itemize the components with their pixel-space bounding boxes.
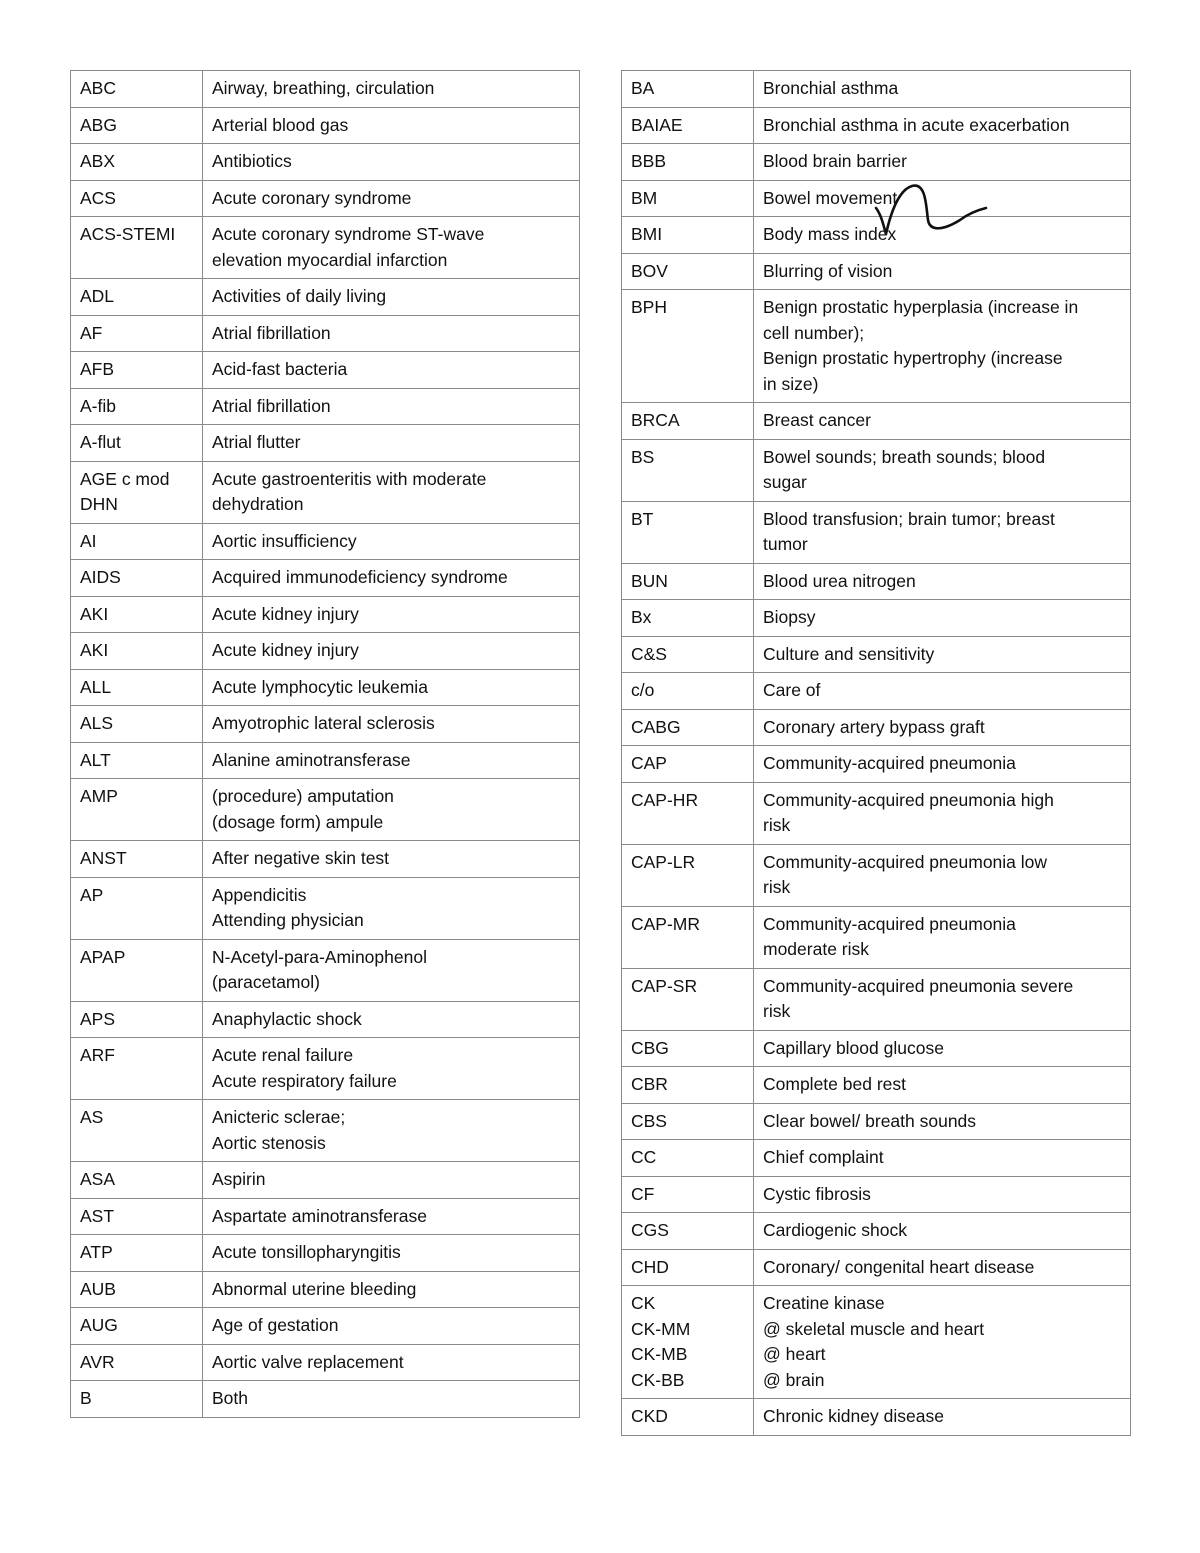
table-row <box>71 841 580 878</box>
table-row <box>622 1249 1131 1286</box>
table-row <box>71 388 580 425</box>
meaning-cell: Aortic valve replacement <box>203 1344 580 1381</box>
abbreviation-cell: CAP-LR <box>622 844 754 906</box>
table-row <box>622 1176 1131 1213</box>
meaning-cell: Blood transfusion; brain tumor; breast tumor <box>754 501 1131 563</box>
table-row <box>71 1381 580 1418</box>
meaning-cell: Community-acquired pneumonia moderate risk <box>754 906 1131 968</box>
meaning-cell: Arterial blood gas <box>203 107 580 144</box>
table-row <box>71 144 580 181</box>
abbreviation-cell: BBB <box>622 144 754 181</box>
meaning-cell: Complete bed rest <box>754 1067 1131 1104</box>
table-row <box>622 844 1131 906</box>
table-row <box>622 968 1131 1030</box>
meaning-cell: Antibiotics <box>203 144 580 181</box>
table-row <box>622 1286 1131 1399</box>
abbreviation-table-right-body <box>622 71 1131 1436</box>
abbreviation-cell: AKI <box>71 596 203 633</box>
meaning-cell: Culture and sensitivity <box>754 636 1131 673</box>
meaning-cell: Acute gastroenteritis with moderate dehydration <box>203 461 580 523</box>
table-row <box>71 742 580 779</box>
table-row <box>622 1399 1131 1436</box>
meaning-cell: Creatine kinase @ skeletal muscle and heart @ heart @ brain <box>754 1286 1131 1399</box>
table-row <box>71 669 580 706</box>
meaning-cell: Bowel movement <box>754 180 1131 217</box>
table-row <box>71 560 580 597</box>
meaning-cell: Acute coronary syndrome ST-wave elevation myocardial infarction <box>203 217 580 279</box>
meaning-cell: Community-acquired pneumonia high risk <box>754 782 1131 844</box>
table-row <box>622 144 1131 181</box>
meaning-cell: Alanine aminotransferase <box>203 742 580 779</box>
abbreviation-cell: BS <box>622 439 754 501</box>
abbreviation-cell: CAP-MR <box>622 906 754 968</box>
abbreviation-cell: CBG <box>622 1030 754 1067</box>
abbreviation-cell: APS <box>71 1001 203 1038</box>
abbreviation-cell: CHD <box>622 1249 754 1286</box>
abbreviation-cell: BT <box>622 501 754 563</box>
meaning-cell: Community-acquired pneumonia low risk <box>754 844 1131 906</box>
abbreviation-cell: CC <box>622 1140 754 1177</box>
abbreviation-cell: ARF <box>71 1038 203 1100</box>
meaning-cell: Aortic insufficiency <box>203 523 580 560</box>
table-row <box>71 1001 580 1038</box>
table-row <box>71 1235 580 1272</box>
abbreviation-cell: AUB <box>71 1271 203 1308</box>
abbreviation-cell: ADL <box>71 279 203 316</box>
meaning-cell: Cardiogenic shock <box>754 1213 1131 1250</box>
table-row <box>71 461 580 523</box>
table-row <box>622 439 1131 501</box>
table-row <box>71 1344 580 1381</box>
abbreviation-cell: CABG <box>622 709 754 746</box>
meaning-cell: Cystic fibrosis <box>754 1176 1131 1213</box>
abbreviation-cell: ABC <box>71 71 203 108</box>
meaning-cell: Activities of daily living <box>203 279 580 316</box>
meaning-cell: Acute lymphocytic leukemia <box>203 669 580 706</box>
abbreviation-cell: CKD <box>622 1399 754 1436</box>
table-row <box>71 107 580 144</box>
table-row <box>71 352 580 389</box>
meaning-cell: Appendicitis Attending physician <box>203 877 580 939</box>
abbreviation-cell: ATP <box>71 1235 203 1272</box>
meaning-cell: Care of <box>754 673 1131 710</box>
table-row <box>71 279 580 316</box>
abbreviation-table-left-body <box>71 71 580 1418</box>
table-row <box>622 709 1131 746</box>
abbreviation-cell: ANST <box>71 841 203 878</box>
meaning-cell: Bronchial asthma in acute exacerbation <box>754 107 1131 144</box>
meaning-cell: Benign prostatic hyperplasia (increase in cell number); Benign prostatic hypertrophy (increase in size) <box>754 290 1131 403</box>
meaning-cell: Chronic kidney disease <box>754 1399 1131 1436</box>
meaning-cell: Both <box>203 1381 580 1418</box>
meaning-cell: Acute kidney injury <box>203 596 580 633</box>
meaning-cell: Breast cancer <box>754 403 1131 440</box>
meaning-cell: Community-acquired pneumonia <box>754 746 1131 783</box>
table-row <box>622 1140 1131 1177</box>
table-row <box>622 636 1131 673</box>
table-row <box>622 563 1131 600</box>
table-row <box>71 877 580 939</box>
meaning-cell: After negative skin test <box>203 841 580 878</box>
abbreviation-table-left <box>70 70 580 1418</box>
abbreviation-cell: c/o <box>622 673 754 710</box>
abbreviation-cell: AS <box>71 1100 203 1162</box>
table-row <box>622 290 1131 403</box>
abbreviation-cell: ALS <box>71 706 203 743</box>
meaning-cell: N-Acetyl-para-Aminophenol (paracetamol) <box>203 939 580 1001</box>
table-row <box>71 596 580 633</box>
table-row <box>71 1038 580 1100</box>
abbreviation-cell: ABG <box>71 107 203 144</box>
meaning-cell: Body mass index <box>754 217 1131 254</box>
abbreviation-cell: ACS <box>71 180 203 217</box>
abbreviation-cell: BMI <box>622 217 754 254</box>
meaning-cell: Blood brain barrier <box>754 144 1131 181</box>
abbreviation-cell: ALL <box>71 669 203 706</box>
meaning-cell: (procedure) amputation (dosage form) ampule <box>203 779 580 841</box>
meaning-cell: Acquired immunodeficiency syndrome <box>203 560 580 597</box>
table-row <box>71 71 580 108</box>
table-row <box>622 403 1131 440</box>
abbreviation-cell: ASA <box>71 1162 203 1199</box>
table-row <box>71 217 580 279</box>
abbreviation-cell: AP <box>71 877 203 939</box>
meaning-cell: Chief complaint <box>754 1140 1131 1177</box>
abbreviation-cell: AKI <box>71 633 203 670</box>
abbreviation-cell: ABX <box>71 144 203 181</box>
table-row <box>622 253 1131 290</box>
abbreviation-cell: ALT <box>71 742 203 779</box>
table-row <box>71 1198 580 1235</box>
abbreviation-cell: ACS-STEMI <box>71 217 203 279</box>
table-row <box>622 180 1131 217</box>
abbreviation-cell: AIDS <box>71 560 203 597</box>
abbreviation-cell: BA <box>622 71 754 108</box>
abbreviation-cell: CAP-SR <box>622 968 754 1030</box>
abbreviation-cell: AUG <box>71 1308 203 1345</box>
meaning-cell: Acid-fast bacteria <box>203 352 580 389</box>
abbreviation-cell: CAP <box>622 746 754 783</box>
abbreviation-cell: AVR <box>71 1344 203 1381</box>
meaning-cell: Atrial fibrillation <box>203 388 580 425</box>
abbreviation-cell: B <box>71 1381 203 1418</box>
abbreviation-cell: CBS <box>622 1103 754 1140</box>
meaning-cell: Coronary/ congenital heart disease <box>754 1249 1131 1286</box>
meaning-cell: Capillary blood glucose <box>754 1030 1131 1067</box>
meaning-cell: Bronchial asthma <box>754 71 1131 108</box>
meaning-cell: Aspartate aminotransferase <box>203 1198 580 1235</box>
abbreviation-cell: CAP-HR <box>622 782 754 844</box>
abbreviation-cell: AST <box>71 1198 203 1235</box>
table-row <box>622 906 1131 968</box>
meaning-cell: Aspirin <box>203 1162 580 1199</box>
table-row <box>622 1067 1131 1104</box>
table-row <box>622 71 1131 108</box>
table-row <box>71 706 580 743</box>
abbreviation-cell: AMP <box>71 779 203 841</box>
abbreviation-cell: AGE c mod DHN <box>71 461 203 523</box>
abbreviation-cell: APAP <box>71 939 203 1001</box>
table-row <box>71 1271 580 1308</box>
abbreviation-cell: BM <box>622 180 754 217</box>
abbreviation-cell: CF <box>622 1176 754 1213</box>
meaning-cell: Acute tonsillopharyngitis <box>203 1235 580 1272</box>
table-row <box>622 217 1131 254</box>
table-row <box>622 1103 1131 1140</box>
meaning-cell: Anaphylactic shock <box>203 1001 580 1038</box>
table-row <box>622 673 1131 710</box>
table-row <box>622 1213 1131 1250</box>
abbreviation-cell: A-flut <box>71 425 203 462</box>
table-row <box>71 1100 580 1162</box>
abbreviation-cell: BAIAE <box>622 107 754 144</box>
abbreviation-cell: AI <box>71 523 203 560</box>
table-row <box>622 107 1131 144</box>
meaning-cell: Atrial fibrillation <box>203 315 580 352</box>
meaning-cell: Amyotrophic lateral sclerosis <box>203 706 580 743</box>
table-row <box>71 939 580 1001</box>
abbreviation-cell: AFB <box>71 352 203 389</box>
meaning-cell: Biopsy <box>754 600 1131 637</box>
table-row <box>71 1308 580 1345</box>
abbreviation-cell: A-fib <box>71 388 203 425</box>
meaning-cell: Abnormal uterine bleeding <box>203 1271 580 1308</box>
abbreviation-cell: Bx <box>622 600 754 637</box>
table-row <box>71 1162 580 1199</box>
table-row <box>71 180 580 217</box>
meaning-cell: Blood urea nitrogen <box>754 563 1131 600</box>
table-row <box>71 315 580 352</box>
abbreviation-cell: BRCA <box>622 403 754 440</box>
abbreviation-cell: BPH <box>622 290 754 403</box>
abbreviation-cell: CGS <box>622 1213 754 1250</box>
meaning-cell: Coronary artery bypass graft <box>754 709 1131 746</box>
table-row <box>71 779 580 841</box>
table-row <box>71 523 580 560</box>
table-row <box>622 1030 1131 1067</box>
meaning-cell: Acute renal failure Acute respiratory failure <box>203 1038 580 1100</box>
abbreviation-table-right <box>621 70 1131 1436</box>
table-row <box>71 633 580 670</box>
table-row <box>622 746 1131 783</box>
meaning-cell: Clear bowel/ breath sounds <box>754 1103 1131 1140</box>
abbreviation-cell: BOV <box>622 253 754 290</box>
meaning-cell: Anicteric sclerae; Aortic stenosis <box>203 1100 580 1162</box>
meaning-cell: Bowel sounds; breath sounds; blood sugar <box>754 439 1131 501</box>
abbreviation-cell: C&S <box>622 636 754 673</box>
meaning-cell: Acute coronary syndrome <box>203 180 580 217</box>
table-row <box>622 782 1131 844</box>
meaning-cell: Blurring of vision <box>754 253 1131 290</box>
meaning-cell: Atrial flutter <box>203 425 580 462</box>
table-row <box>71 425 580 462</box>
abbreviation-cell: BUN <box>622 563 754 600</box>
abbreviation-cell: AF <box>71 315 203 352</box>
table-row <box>622 501 1131 563</box>
meaning-cell: Airway, breathing, circulation <box>203 71 580 108</box>
meaning-cell: Age of gestation <box>203 1308 580 1345</box>
table-row <box>622 600 1131 637</box>
meaning-cell: Community-acquired pneumonia severe risk <box>754 968 1131 1030</box>
abbreviation-cell: CBR <box>622 1067 754 1104</box>
abbreviation-cell: CK CK-MM CK-MB CK-BB <box>622 1286 754 1399</box>
meaning-cell: Acute kidney injury <box>203 633 580 670</box>
